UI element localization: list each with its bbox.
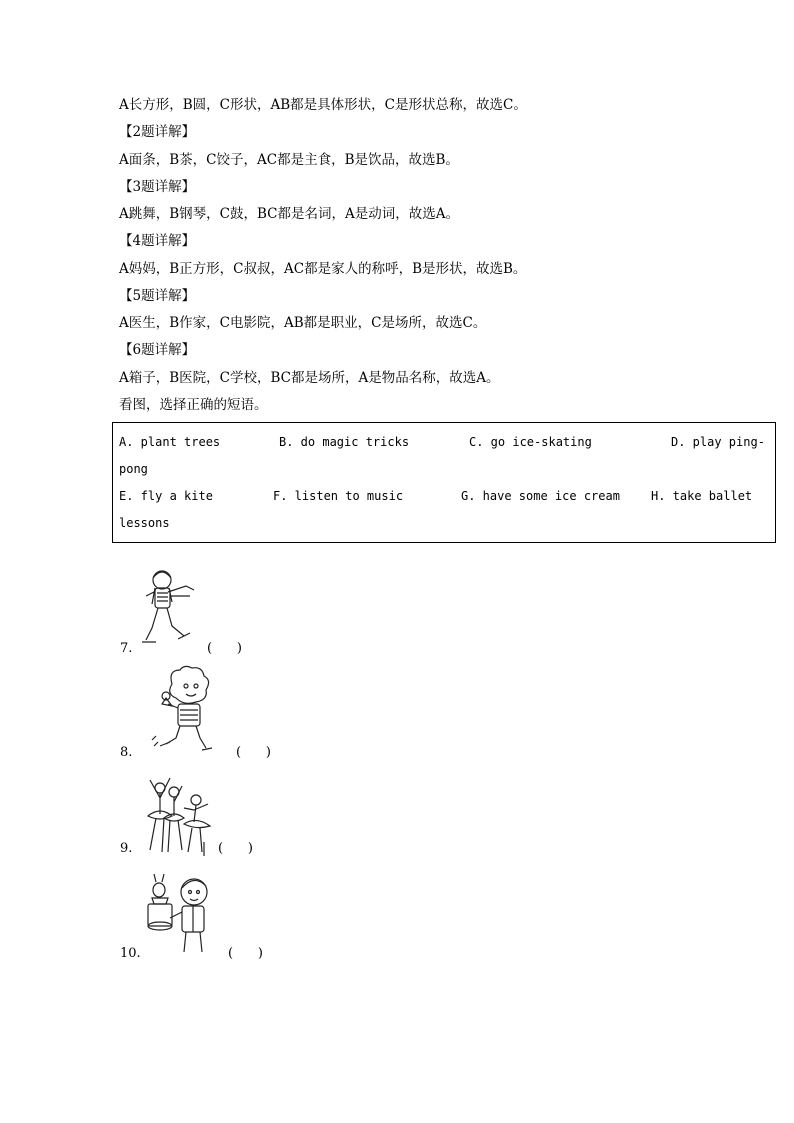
question-9-answer-blank[interactable]: ( ) xyxy=(218,841,253,856)
explanation-line-5: A医生，B作家，C电影院，AB都是职业，C是场所，故选C。 xyxy=(119,315,487,331)
explanation-line-4: A妈妈，B正方形，C叔叔，AC都是家人的称呼，B是形状，故选B。 xyxy=(119,261,527,277)
question-10-answer-blank[interactable]: ( ) xyxy=(228,946,263,961)
question-8-answer-blank[interactable]: ( ) xyxy=(236,745,271,760)
option-e: E. fly a kite xyxy=(119,489,213,503)
explanation-heading-6: 【6题详解】 xyxy=(119,342,196,358)
question-10-number: 10. xyxy=(120,946,141,961)
ballet-dancers-picture xyxy=(140,772,216,856)
explanation-heading-2: 【2题详解】 xyxy=(119,124,196,140)
option-d-continued: pong xyxy=(119,462,148,476)
question-8-number: 8. xyxy=(120,745,133,760)
option-d: D. play ping- xyxy=(671,435,765,449)
option-f: F. listen to music xyxy=(273,489,404,503)
question-9-number: 9. xyxy=(120,841,133,856)
option-g: G. have some ice cream xyxy=(461,489,620,503)
explanation-heading-4: 【4题详解】 xyxy=(119,233,196,249)
question-7-number: 7. xyxy=(120,641,133,656)
explanation-heading-3: 【3题详解】 xyxy=(119,179,196,195)
question-7-answer-blank[interactable]: ( ) xyxy=(207,641,242,656)
option-a: A. plant trees xyxy=(119,435,221,449)
explanation-heading-5: 【5题详解】 xyxy=(119,288,196,304)
option-h: H. take ballet xyxy=(651,489,753,503)
option-c: C. go ice-skating xyxy=(469,435,592,449)
boy-eating-ice-cream-picture xyxy=(150,664,220,754)
explanation-line-6: A箱子，B医院，C学校，BC都是场所，A是物品名称，故选A。 xyxy=(119,370,500,386)
explanation-line-1: A长方形，B圆，C形状，AB都是具体形状，C是形状总称，故选C。 xyxy=(119,97,527,113)
options-box xyxy=(112,422,776,543)
boy-magic-trick-picture xyxy=(140,874,218,956)
girl-ice-skating-picture xyxy=(138,566,200,650)
explanation-line-3: A跳舞，B钢琴，C鼓，BC都是名词，A是动词，故选A。 xyxy=(119,206,459,222)
option-h-continued: lessons xyxy=(119,516,170,530)
instruction-text: 看图，选择正确的短语。 xyxy=(119,397,268,413)
option-b: B. do magic tricks xyxy=(279,435,410,449)
explanation-line-2: A面条，B茶，C饺子，AC都是主食，B是饮品，故选B。 xyxy=(119,152,459,168)
